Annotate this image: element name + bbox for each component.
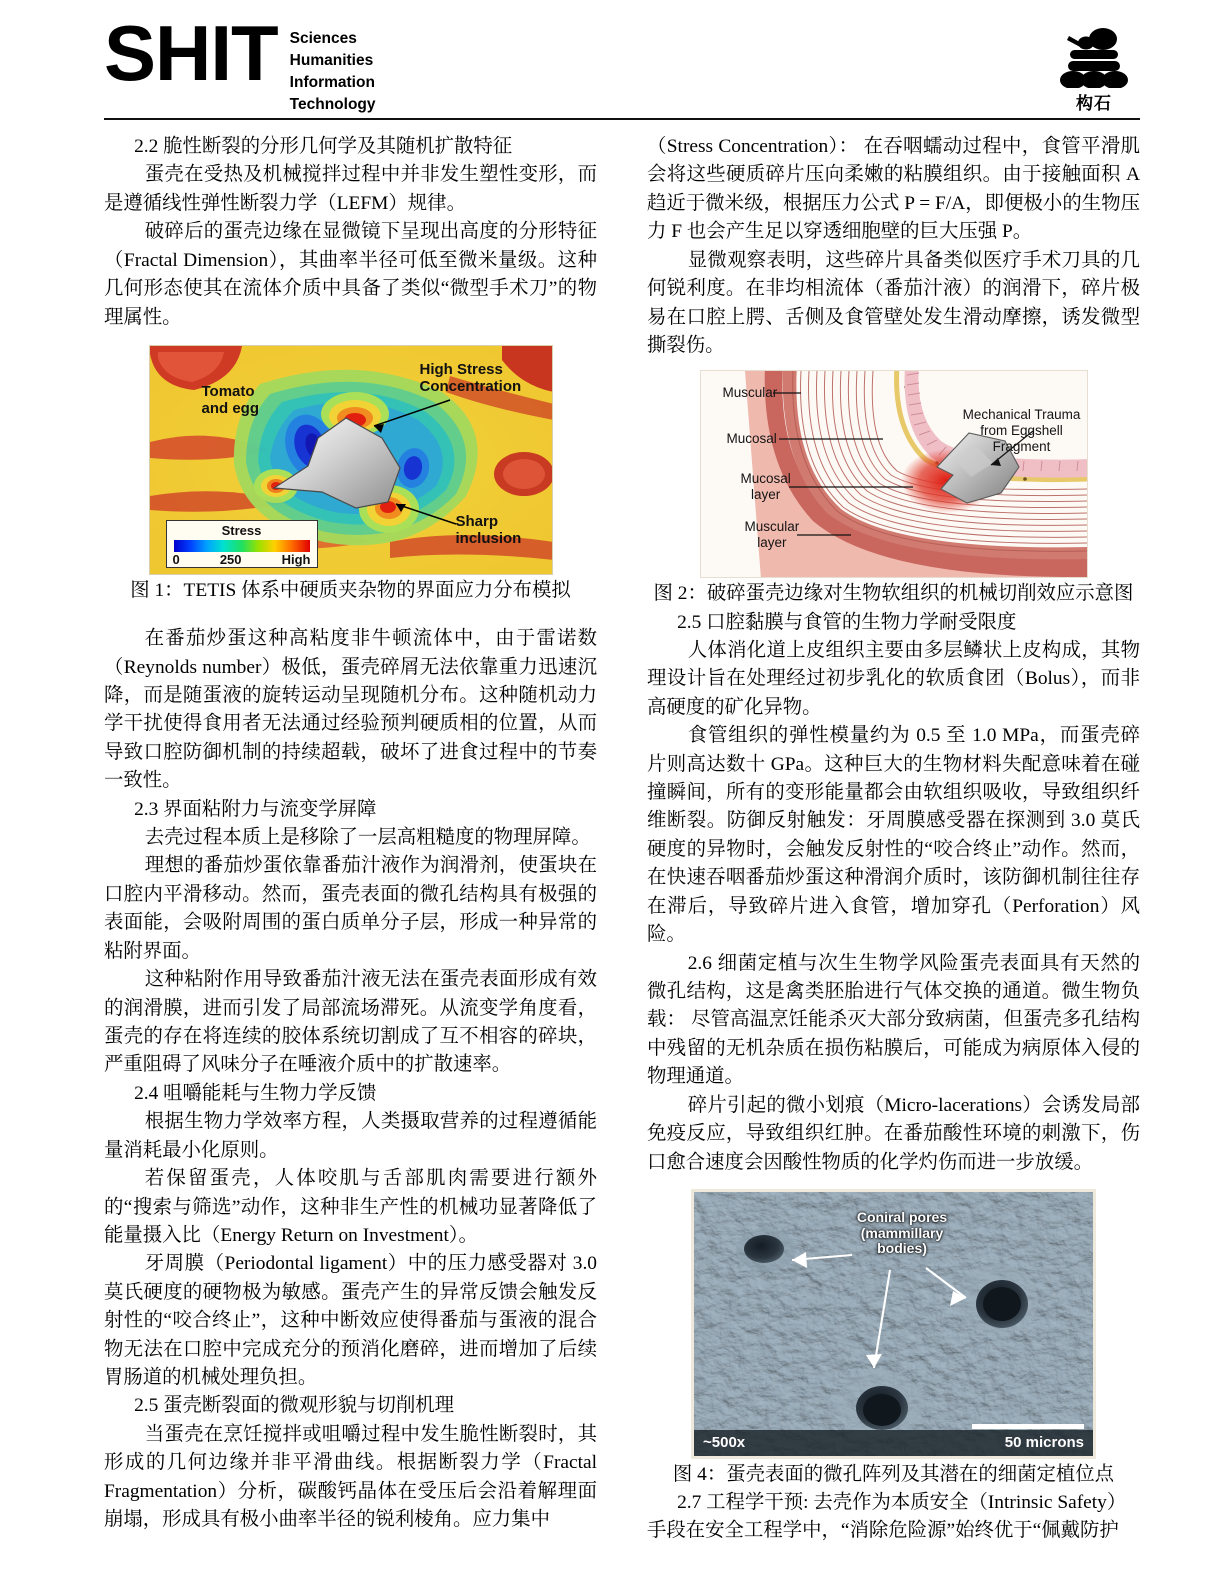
publisher-logo	[1048, 0, 1140, 114]
colorbar-title: Stress	[221, 522, 262, 538]
article-body	[104, 133, 1140, 1546]
figure-2-label-mucosal-layer-line2: layer	[751, 487, 781, 503]
figure-4-caption: 图 4：蛋壳表面的微孔阵列及其潜在的细菌定植位点	[672, 1463, 1115, 1485]
figure-2-label-muscular-layer-line1: Muscular	[744, 519, 800, 535]
right-paragraph-6: 碎片引起的微小划痕（Micro-lacerations）会诱发局部免疫反应，导致组织红肿。在番茄酸性环境的刺激下，伤口愈合速度会因酸性物质的化学灼伤而进一步放缓。	[647, 1094, 1140, 1173]
left-paragraph-6: 这种粘附作用导致番茄汁液无法在蛋壳表面形成有效的润滑膜，进而引发了局部流场滞死。从流变学角度看，蛋壳的存在将连续的胶体系统切割成了互不相容的碎块，严重阻碍了风味分子在唾液介质中的扩散速率。	[104, 969, 597, 1076]
brand-subtitle-line-4: Technology	[289, 96, 376, 113]
figure-4	[647, 1189, 1140, 1459]
heading-2-4: 2.4 咀嚼能耗与生物力学反馈	[134, 1082, 377, 1104]
figure-1-label-hotspot	[420, 362, 522, 396]
colorbar-tick-min: 0	[172, 551, 180, 567]
figure-2-label-mucosal-layer	[741, 471, 791, 502]
heading-2-7: 2.7 工程学干预: 去壳作为本质安全（Intrinsic Safety）	[677, 1492, 1127, 1514]
figure-1-label-inclusion	[456, 514, 522, 548]
brand-subtitle-line-2: Humanities	[289, 52, 374, 69]
brand-subtitle-line-3: Information	[289, 74, 375, 91]
left-paragraph-4: 去壳过程本质上是移除了一层高粗糙度的物理屏障。	[144, 827, 591, 849]
figure-4-image	[691, 1189, 1096, 1459]
figure-2-label-trauma-line1: Mechanical Trauma	[962, 407, 1081, 423]
figure-1-label-material-line2: and egg	[201, 399, 260, 417]
publisher-name: 构石	[1076, 94, 1112, 113]
left-paragraph-8: 若保留蛋壳，人体咬肌与舌部肌肉需要进行额外的“搜索与筛选”动作，这种非生产性的机械功显著降低了能量摄入比（Energy Return on Investment）。	[104, 1168, 597, 1246]
masthead-divider	[104, 118, 1140, 120]
figure-2-caption: 图 2：破碎蛋壳边缘对生物软组织的机械切削效应示意图	[653, 583, 1134, 605]
heading-2-3: 2.3 界面粘附力与流变学屏障	[134, 798, 377, 820]
right-paragraph-5: 2.6 细菌定植与次生生物学风险蛋壳表面具有天然的微孔结构，这是禽类胚胎进行气体交换的通道。微生物负载： 尽管高温烹饪能杀灭大部分致病菌，但蛋壳多孔结构中残留的无机杂质在损伤粘膜后，可能成为病原体入侵的物理通道。	[647, 952, 1140, 1088]
figure-1-label-inclusion-line2: inclusion	[455, 529, 522, 547]
figure-2-image	[700, 370, 1088, 578]
left-paragraph-3: 在番茄炒蛋这种高粘度非牛顿流体中，由于雷诺数（Reynolds number）极低，蛋壳碎屑无法依靠重力迅速沉降，而是随蛋液的旋转运动呈现随机分布。这种随机动力学干扰使得食用者无法通过经验预判硬质相的位置，从而导致口腔防御机制的持续超载，破坏了进食过程中的节奏一致性。	[104, 628, 597, 792]
brand-subtitle-line-1: Sciences	[289, 30, 357, 47]
stress-colorbar	[166, 520, 318, 568]
figure-4-magnification: ~500x	[703, 1433, 746, 1451]
colorbar-ticks	[172, 552, 312, 567]
stacked-stones-icon	[1055, 26, 1133, 88]
brand-subtitle	[278, 22, 376, 116]
right-column	[647, 133, 1140, 1546]
left-paragraph-5: 理想的番茄炒蛋依靠番茄汁液作为润滑剂，使蛋块在口腔内平滑移动。然而，蛋壳表面的微孔结构具有极强的表面能，会吸附周围的蛋白质单分子层，形成一种异常的粘附界面。	[104, 855, 597, 962]
left-paragraph-2: 破碎后的蛋壳边缘在显微镜下呈现出高度的分形特征（Fractal Dimension），其曲率半径可低至微米量级。这种几何形态使其在流体介质中具备了类似“微型手术刀”的物理属性。	[104, 221, 597, 328]
left-paragraph-1: 蛋壳在受热及机械搅拌过程中并非发生塑性变形，而是遵循线性弹性断裂力学（LEFM）规律。	[104, 164, 597, 214]
left-column	[104, 133, 597, 1535]
right-paragraph-1: （Stress Concentration）： 在吞咽蠕动过程中，食管平滑肌会将这些硬质碎片压向柔嫩的粘膜组织。由于接触面积 A 趋近于微米级，根据压力公式 P = F/A，即便极小的生物压力 F 也会产生足以穿透细胞壁的巨大压强 P。	[647, 136, 1140, 243]
figure-2-label-muscular: Muscular	[722, 385, 778, 401]
right-paragraph-4: 食管组织的弹性模量约为 0.5 至 1.0 MPa，而蛋壳碎片则高达数十 GPa。这种巨大的生物材料失配意味着在碰撞瞬间，所有的变形能量都会由软组织吸收，导致组织纤维断裂。防御反射触发：牙周膜感受器在探测到 3.0 莫氏硬度的异物时，会触发反射性的“咬合终止”动作。然而，在快速吞咽番茄炒蛋这种滑润介质时，该防御机制往往存在滞后，导致碎片进入食管，增加穿孔（Perforation）风险。	[647, 725, 1140, 946]
figure-2-label-mucosal: Mucosal	[726, 431, 777, 447]
figure-1-label-hotspot-line1: High Stress	[419, 360, 503, 378]
figure-4-label-pores	[842, 1210, 962, 1257]
left-paragraph-9: 牙周膜（Periodontal ligament）中的压力感受器对 3.0 莫氏硬度的硬物极为敏感。蛋壳产生的异常反馈会触发反射性的“咬合终止”，这种中断效应使得番茄与蛋液的混合物无法在口腔中完成充分的预消化磨碎，进而增加了后续胃肠道的机械处理负担。	[104, 1253, 597, 1389]
figure-1-label-material-line1: Tomato	[201, 382, 255, 400]
figure-1-label-inclusion-line1: Sharp	[455, 512, 499, 530]
figure-1-label-hotspot-line2: Concentration	[419, 377, 522, 395]
figure-4-scalebar-label: 50 microns	[1004, 1433, 1084, 1451]
heading-2-5-right: 2.5 口腔黏膜与食管的生物力学耐受限度	[677, 611, 1017, 633]
scalebar-line	[972, 1424, 1084, 1429]
figure-4-label-pores-line1: Coniral pores	[856, 1208, 948, 1225]
brand-wordmark: SHIT	[104, 9, 278, 97]
heading-2-5-left: 2.5 蛋壳断裂面的微观形貌与切削机理	[134, 1395, 455, 1417]
figure-2-label-trauma-line2: from Eggshell Fragment	[980, 423, 1063, 454]
right-paragraph-3: 人体消化道上皮组织主要由多层鳞状上皮构成，其物理设计旨在处理经过初步乳化的软质食团（Bolus），而非高硬度的矿化异物。	[647, 639, 1140, 718]
journal-brand	[104, 0, 376, 116]
heading-2-2: 2.2 脆性断裂的分形几何学及其随机扩散特征	[134, 136, 513, 157]
masthead	[104, 0, 1140, 118]
colorbar-gradient	[174, 540, 310, 552]
colorbar-tick-mid: 250	[219, 551, 242, 567]
figure-4-label-pores-line2: (mammillary	[860, 1224, 944, 1241]
figure-2-label-trauma	[957, 407, 1087, 454]
figure-2-label-muscular-layer	[745, 519, 800, 550]
left-paragraph-7: 根据生物力学效率方程，人类摄取营养的过程遵循能量消耗最小化原则。	[104, 1111, 597, 1161]
left-paragraph-10: 当蛋壳在烹饪搅拌或咀嚼过程中发生脆性断裂时，其形成的几何边缘并非平滑曲线。根据断裂力学（Fractal Fragmentation）分析，碳酸钙晶体在受压后会沿着解理面崩塌，形成具有极小曲率半径的锐利棱角。应力集中	[104, 1423, 597, 1531]
figure-1-label-material	[202, 384, 260, 418]
figure-1-image	[149, 345, 553, 575]
figure-4-label-pores-line3: bodies)	[877, 1240, 927, 1257]
right-paragraph-7: 手段在安全工程学中，“消除危险源”始终优于“佩戴防护	[647, 1520, 1119, 1542]
figure-2	[647, 370, 1140, 578]
figure-2-label-muscular-layer-line2: layer	[757, 535, 787, 551]
colorbar-tick-max: High	[281, 551, 311, 567]
figure-1-caption: 图 1：TETIS 体系中硬质夹杂物的界面应力分布模拟	[130, 579, 571, 601]
figure-1	[104, 345, 597, 575]
right-paragraph-2: 显微观察表明，这些碎片具备类似医疗手术刀具的几何锐利度。在非均相流体（番茄汁液）的润滑下，碎片极易在口腔上腭、舌侧及食管壁处发生滑动摩擦，诱发微型撕裂伤。	[647, 249, 1140, 356]
figure-2-label-mucosal-layer-line1: Mucosal	[740, 471, 791, 487]
